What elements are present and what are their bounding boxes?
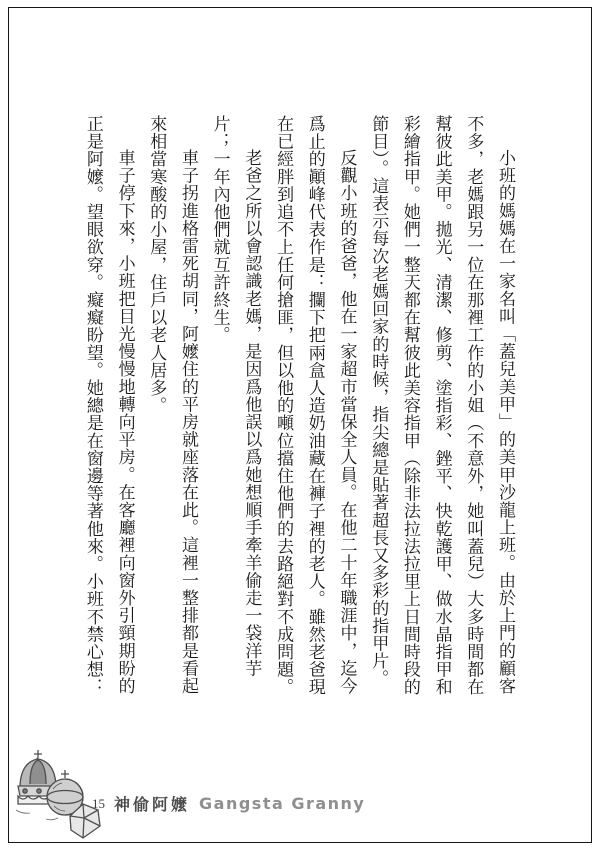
paragraph: 車子停下來，小班把目光慢慢地轉向平房。在客廳裡向窗外引頸期盼的正是阿嬤。望眼欲穿。癡癡盼望。她總是在窗邊等著他來。小班不禁心想： [83, 115, 135, 696]
book-title-chinese: 神偷阿嬤 [114, 797, 191, 814]
vertical-text-block [74, 115, 521, 700]
paragraph: 車子拐進格雷死胡同，阿嬤住的平房就座落在此。這裡一整排都是看起來相當寒酸的小屋，住戶以老人居多。 [147, 115, 198, 695]
book-title-english: Gangsta Granny [199, 794, 366, 813]
paragraph: 老爸之所以會認識老媽，是因爲他誤以爲她想順手牽羊偷走一袋洋芋片；一年內他們就互許終生。 [210, 115, 262, 677]
paragraph: 小班的媽媽在一家名叫「蓋兒美甲」的美甲沙龍上班。由於上門的顧客不多，老媽跟另一位在那裡工作的小姐（不意外，她叫蓋兒）大多時間都在幫彼此美甲。拋光、清潔、修剪、塗指彩、銼平、快乾護甲、做水晶指甲和彩繪指甲。她們一整天都在幫彼此美容指甲（除非法拉法拉里上日間時段的節目）。這表示每次老媽回家的時候，指尖總是貼著超長又多彩的指甲片。 [369, 115, 515, 696]
sketch-lines [16, 810, 58, 820]
page-footer [92, 792, 365, 815]
paragraph: 反觀小班的爸爸，他在一家超市當保全人員。在他二十年職涯中，迄今爲止的顚峰代表作是：攔下把兩盒人造奶油藏在褲子裡的老人。雖然老爸現在已經胖到追不上任何搶匪，但以他的噸位擋住他們的去路絕對不成問題。 [274, 115, 357, 696]
page-number: 15 [92, 795, 105, 811]
